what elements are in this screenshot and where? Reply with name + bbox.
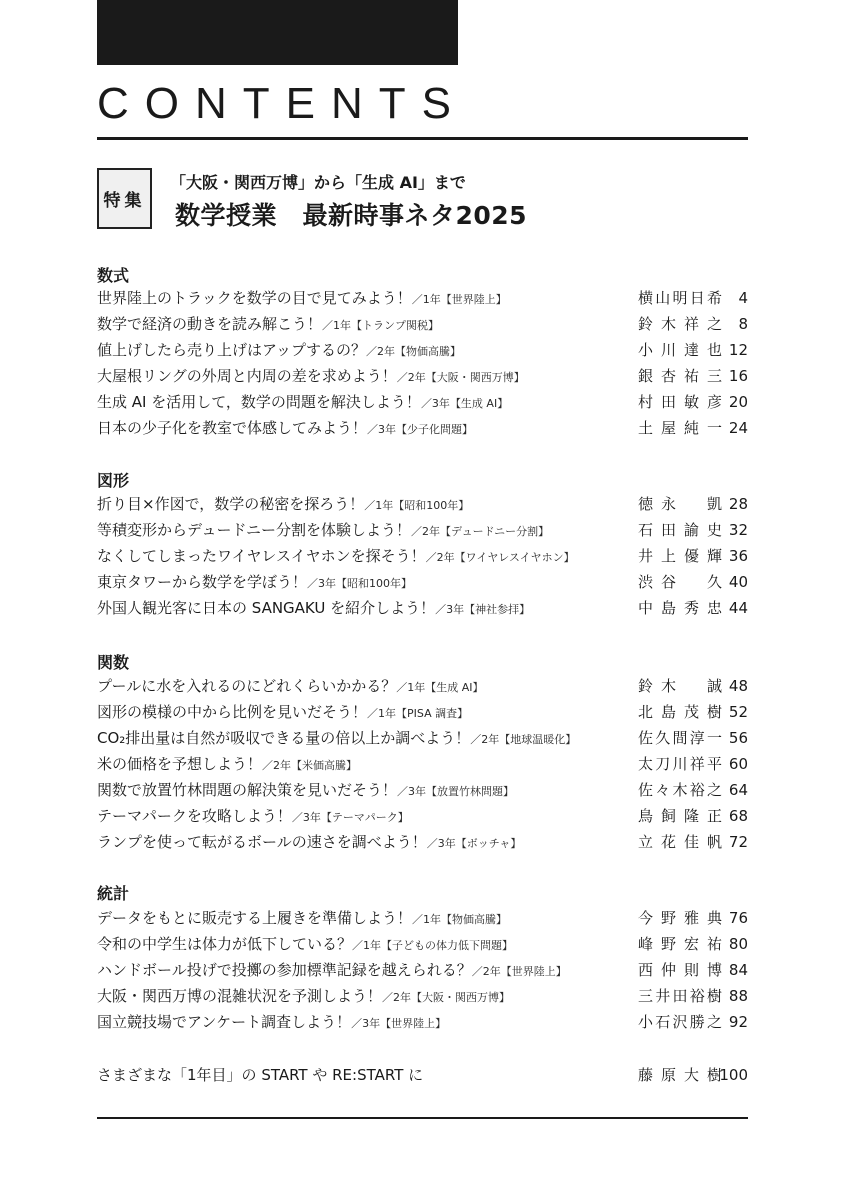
entry-tag: 【昭和100年】 <box>393 499 470 512</box>
entry-tag: 【大阪・関西万博】 <box>425 371 525 384</box>
entry-tag: 【ボッチャ】 <box>455 837 522 850</box>
entry-page: 52 <box>728 703 748 721</box>
entry-author: 立花佳帆 <box>638 833 722 851</box>
entry-tag: 【放置竹林問題】 <box>426 785 515 798</box>
toc-entry[interactable] <box>97 984 748 1008</box>
entry-grade: ／3年 <box>307 577 337 590</box>
entry-title: 大屋根リングの外周と内周の差を求めよう！ <box>97 367 397 385</box>
entry-tag: 【ワイヤレスイヤホン】 <box>454 551 575 564</box>
entry-author: 峰野宏祐 <box>638 935 722 953</box>
entry-author: 徳永 凱 <box>638 495 722 513</box>
entry-page: 4 <box>738 289 748 307</box>
entry-tag: 【大阪・関西万博】 <box>411 991 511 1004</box>
entry-tag: 【子どもの体力低下問題】 <box>381 939 514 952</box>
entry-grade: ／3年 <box>426 837 456 850</box>
entry-author: 中島秀忠 <box>638 599 722 617</box>
entry-grade: ／3年 <box>397 785 427 798</box>
entry-title: 東京タワーから数学を学ぼう！ <box>97 573 308 591</box>
toc-entry[interactable] <box>97 752 748 776</box>
entry-title: 関数で放置竹林問題の解決策を見いだそう！ <box>97 781 398 799</box>
toc-entry[interactable] <box>97 544 748 568</box>
toc-entry-closing[interactable] <box>97 1063 748 1087</box>
entry-title: 日本の少子化を教室で体感してみよう！ <box>97 419 368 437</box>
toc-entry[interactable] <box>97 596 748 620</box>
entry-page: 36 <box>728 547 748 565</box>
toc-entry[interactable] <box>97 390 748 414</box>
entry-page: 12 <box>728 341 748 359</box>
entry-title-line <box>97 830 521 856</box>
section-heading: 数式 <box>97 266 130 285</box>
entry-page: 84 <box>728 961 748 979</box>
toc-entry[interactable] <box>97 674 748 698</box>
section-heading: 関数 <box>97 653 130 672</box>
entry-grade: ／2年 <box>396 371 426 384</box>
entry-title-line <box>97 804 409 830</box>
entry-title: さまざまな「1年目」の START や RE:START に <box>97 1066 424 1084</box>
entry-title: データをもとに販売する上履きを準備しよう！ <box>97 909 413 927</box>
entry-title-line <box>97 364 525 390</box>
entry-tag: 【少子化問題】 <box>396 423 474 436</box>
entry-page: 24 <box>728 419 748 437</box>
entry-grade: ／1年 <box>352 939 382 952</box>
toc-entry[interactable] <box>97 416 748 440</box>
entry-author: 横山明日希 <box>638 289 722 307</box>
toc-entry[interactable] <box>97 932 748 956</box>
entry-author: 西仲則博 <box>638 961 722 979</box>
entry-grade: ／2年 <box>262 759 292 772</box>
entry-author: 今野雅典 <box>638 909 722 927</box>
entry-tag: 【世界陸上】 <box>440 293 507 306</box>
entry-tag: 【PISA 調査】 <box>396 707 469 720</box>
entry-title-line <box>97 752 357 778</box>
entry-title-line <box>97 390 508 416</box>
toc-entry[interactable] <box>97 906 748 930</box>
entry-page: 28 <box>728 495 748 513</box>
entry-title: ランプを使って転がるボールの速さを調べよう！ <box>97 833 427 851</box>
entry-title-line <box>97 338 461 364</box>
section-heading: 統計 <box>97 884 130 903</box>
feature-title: 数学授業 最新時事ネタ2025 <box>175 201 528 230</box>
entry-author: 鳥飼隆正 <box>638 807 722 825</box>
toc-entry[interactable] <box>97 312 748 336</box>
entry-title: テーマパークを攻略しよう！ <box>97 807 292 825</box>
entry-page: 48 <box>728 677 748 695</box>
toc-entry[interactable] <box>97 286 748 310</box>
entry-author: 佐久間淳一 <box>638 729 722 747</box>
toc-entry[interactable] <box>97 726 748 750</box>
entry-title-line <box>97 286 507 312</box>
entry-author: 銀杏祐三 <box>638 367 722 385</box>
section-heading: 図形 <box>97 471 130 490</box>
entry-title: 外国人観光客に日本の SANGAKU を紹介しよう！ <box>97 599 436 617</box>
entry-page: 40 <box>728 573 748 591</box>
entry-title-line <box>97 492 469 518</box>
entry-grade: ／1年 <box>364 499 394 512</box>
entry-title-line <box>97 596 530 622</box>
entry-title: 折り目×作図で，数学の秘密を探ろう！ <box>97 495 365 513</box>
entry-grade: ／1年 <box>396 681 426 694</box>
entry-page: 68 <box>728 807 748 825</box>
entry-grade: ／1年 <box>412 913 442 926</box>
entry-title-line <box>97 1010 446 1036</box>
entry-page: 60 <box>728 755 748 773</box>
entry-author: 小石沢勝之 <box>638 1013 722 1031</box>
entry-title-line <box>97 544 575 570</box>
entry-author: 井上優輝 <box>638 547 722 565</box>
entry-grade: ／2年 <box>470 733 500 746</box>
entry-title-line <box>97 726 576 752</box>
entry-title-line <box>97 932 513 958</box>
entry-grade: ／3年 <box>291 811 321 824</box>
entry-page: 88 <box>728 987 748 1005</box>
entry-title-line <box>97 674 484 700</box>
feature-badge: 特集 <box>97 168 152 229</box>
entry-title: CO₂排出量は自然が吸収できる量の倍以上か調べよう！ <box>97 729 471 747</box>
entry-grade: ／1年 <box>322 319 352 332</box>
entry-title: なくしてしまったワイヤレスイヤホンを探そう！ <box>97 547 426 565</box>
entry-tag: 【米価高騰】 <box>291 759 358 772</box>
entry-tag: 【デュードニー分割】 <box>439 525 550 538</box>
toc-entry[interactable] <box>97 518 748 542</box>
bottom-divider <box>97 1117 748 1119</box>
entry-author: 鈴木 誠 <box>638 677 722 695</box>
entry-title: 数学で経済の動きを読み解こう！ <box>97 315 323 333</box>
entry-tag: 【地球温暖化】 <box>499 733 577 746</box>
toc-entry[interactable] <box>97 492 748 516</box>
page-title: CONTENTS <box>97 79 467 128</box>
entry-title-line <box>97 778 514 804</box>
entry-grade: ／2年 <box>471 965 501 978</box>
entry-title: 米の価格を予想しよう！ <box>97 755 263 773</box>
entry-tag: 【世界陸上】 <box>380 1017 447 1030</box>
toc-entry[interactable] <box>97 804 748 828</box>
entry-grade: ／1年 <box>411 293 441 306</box>
entry-title-line <box>97 416 473 442</box>
entry-tag: 【世界陸上】 <box>500 965 567 978</box>
entry-title: 世界陸上のトラックを数学の目で見てみよう！ <box>97 289 412 307</box>
header-black-bar <box>97 0 458 65</box>
entry-title: 令和の中学生は体力が低下している？ <box>97 935 353 953</box>
entry-author: 佐々木裕之 <box>638 781 722 799</box>
entry-author: 藤原大樹 <box>638 1066 722 1084</box>
toc-entry[interactable] <box>97 338 748 362</box>
entry-page: 56 <box>728 729 748 747</box>
entry-tag: 【神社参拝】 <box>464 603 531 616</box>
entry-grade: ／2年 <box>382 991 412 1004</box>
feature-subtitle: 「大阪・関西万博」から「生成 AI」まで <box>170 173 466 192</box>
entry-grade: ／1年 <box>367 707 397 720</box>
entry-author: 北島茂樹 <box>638 703 722 721</box>
entry-title: 大阪・関西万博の混雑状況を予測しよう！ <box>97 987 383 1005</box>
entry-tag: 【テーマパーク】 <box>320 811 409 824</box>
entry-title-line <box>97 984 510 1010</box>
entry-page: 44 <box>728 599 748 617</box>
entry-title-line <box>97 570 412 596</box>
entry-title: 図形の模様の中から比例を見いだそう！ <box>97 703 368 721</box>
entry-grade: ／3年 <box>351 1017 381 1030</box>
entry-author: 渋谷 久 <box>638 573 722 591</box>
entry-title: 生成 AI を活用して，数学の問題を解決しよう！ <box>97 393 421 411</box>
entry-tag: 【生成 AI】 <box>449 397 509 410</box>
entry-page: 20 <box>728 393 748 411</box>
entry-page: 80 <box>728 935 748 953</box>
entry-author: 三井田裕樹 <box>638 987 722 1005</box>
entry-grade: ／3年 <box>420 397 450 410</box>
entry-title-line <box>97 312 439 338</box>
entry-page: 64 <box>728 781 748 799</box>
entry-title: 国立競技場でアンケート調査しよう！ <box>97 1013 352 1031</box>
toc-entry[interactable] <box>97 778 748 802</box>
entry-author: 小川達也 <box>638 341 722 359</box>
entry-page: 76 <box>728 909 748 927</box>
entry-title-line <box>97 518 549 544</box>
entry-page: 32 <box>728 521 748 539</box>
entry-author: 太刀川祥平 <box>638 755 722 773</box>
entry-grade: ／2年 <box>410 525 440 538</box>
toc-entry[interactable] <box>97 830 748 854</box>
entry-page: 72 <box>728 833 748 851</box>
entry-grade: ／2年 <box>425 551 455 564</box>
entry-grade: ／3年 <box>367 423 397 436</box>
entry-page: 100 <box>719 1066 748 1084</box>
entry-title: 等積変形からデュードニー分割を体験しよう！ <box>97 521 411 539</box>
entry-tag: 【生成 AI】 <box>425 681 484 694</box>
entry-title: プールに水を入れるのにどれくらいかかる？ <box>97 677 397 695</box>
entry-title-line <box>97 906 507 932</box>
entry-page: 92 <box>728 1013 748 1031</box>
entry-page: 8 <box>738 315 748 333</box>
entry-author: 石田諭史 <box>638 521 722 539</box>
entry-author: 村田敏彦 <box>638 393 722 411</box>
entry-grade: ／2年 <box>365 345 395 358</box>
toc-entry[interactable] <box>97 958 748 982</box>
entry-title-line <box>97 700 468 726</box>
entry-author: 鈴木祥之 <box>638 315 722 333</box>
toc-entry[interactable] <box>97 700 748 724</box>
toc-entry[interactable] <box>97 364 748 388</box>
entry-tag: 【物価高騰】 <box>394 345 461 358</box>
title-divider <box>97 137 748 140</box>
entry-tag: 【物価高騰】 <box>441 913 508 926</box>
entry-page: 16 <box>728 367 748 385</box>
toc-entry[interactable] <box>97 570 748 594</box>
entry-author: 土屋純一 <box>638 419 722 437</box>
toc-entry[interactable] <box>97 1010 748 1034</box>
entry-tag: 【昭和100年】 <box>336 577 413 590</box>
entry-title: 値上げしたら売り上げはアップするの？ <box>97 341 366 359</box>
entry-grade: ／3年 <box>435 603 465 616</box>
entry-title: ハンドボール投げで投擲の参加標準記録を越えられる？ <box>97 961 472 979</box>
entry-title-line <box>97 958 567 984</box>
entry-tag: 【トランプ関税】 <box>351 319 440 332</box>
